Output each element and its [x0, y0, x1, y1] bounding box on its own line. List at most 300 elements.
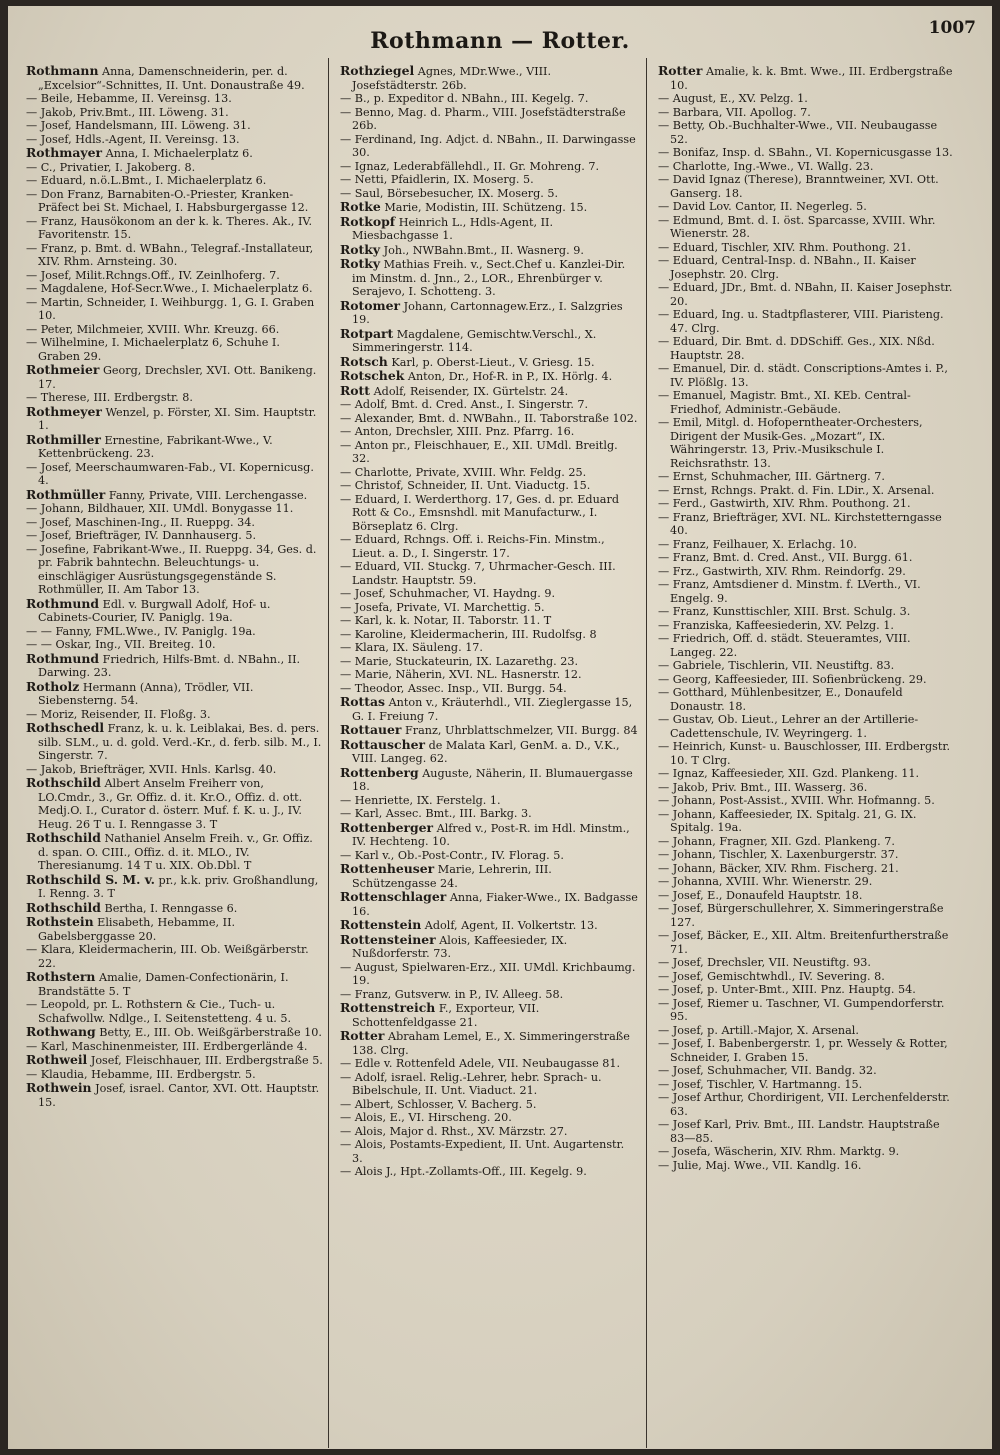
directory-entry — [658, 1078, 956, 1092]
directory-entry — [658, 160, 956, 174]
directory-entry — [658, 632, 956, 659]
entry-details: Fanny, Private, VIII. Lerchengasse. — [108, 488, 308, 502]
entry-details: — Alois, E., VI. Hirscheng. 20. — [340, 1111, 512, 1124]
directory-entry — [658, 362, 956, 389]
directory-entry — [340, 173, 638, 187]
entry-surname: Rothziegel — [340, 63, 415, 78]
entry-details: — Moriz, Reisender, II. Floßg. 3. — [26, 707, 211, 721]
entry-surname: Rotter — [340, 1028, 385, 1043]
entry-details: — — Fanny, FML.Wwe., IV. Paniglg. 19a. — [26, 624, 256, 638]
entry-details: Alfred v., Post-R. im Hdl. Minstm., IV. Hechteng. 10. — [352, 821, 630, 848]
entry-details: — Josefa, Private, VI. Marchettig. 5. — [340, 600, 545, 614]
entry-details: Amalie, k. k. Bmt. Wwe., III. Erdbergstraße 10. — [670, 65, 953, 92]
entry-details: — Eduard, Rchngs. Off. i. Reichs-Fin. Minstm., Lieut. a. D., I. Singerstr. 17. — [340, 533, 605, 560]
entry-details: Elisabeth, Hebamme, II. Gabelsberggasse 20. — [38, 916, 236, 943]
directory-entry — [26, 269, 324, 283]
directory-entry — [658, 781, 956, 795]
directory-entry — [340, 412, 638, 426]
entry-details: Abraham Lemel, E., X. Simmeringerstraße 138. Clrg. — [352, 1030, 630, 1057]
directory-entry — [26, 161, 324, 175]
entry-details: — Henriette, IX. Ferstelg. 1. — [340, 793, 501, 807]
directory-entry — [26, 488, 324, 503]
directory-entry — [26, 363, 324, 391]
directory-entry — [658, 1145, 956, 1159]
entry-surname: Rothstein — [26, 914, 94, 929]
entry-details: — Emanuel, Dir. d. städt. Conscriptions-Amtes i. P., IV. Plößlg. 13. — [658, 362, 948, 389]
directory-entry — [340, 133, 638, 160]
entry-details: — Ernst, Schuhmacher, III. Gärtnerg. 7. — [658, 470, 885, 483]
entry-details: Marie, Lehrerin, III. Schützengasse 24. — [352, 863, 552, 890]
directory-entry — [658, 767, 956, 781]
entry-details: — Josef, Hdls.-Agent, II. Vereinsg. 13. — [26, 132, 240, 146]
directory-entry — [26, 119, 324, 133]
entry-details: Franz, Uhrblattschmelzer, VII. Burgg. 84 — [405, 724, 638, 737]
directory-entry — [658, 335, 956, 362]
entry-surname: Rothmayer — [26, 145, 103, 160]
entry-details: — Josef, Bürgerschullehrer, X. Simmeringerstraße 127. — [658, 902, 944, 929]
entry-details: — Leopold, pr. L. Rothstern & Cie., Tuch- u. Schafwollw. Ndlge., I. Seitenstetteng. 4 u. 5. — [26, 998, 292, 1025]
directory-entry — [340, 628, 638, 642]
entry-details: — Josef, Milit.Rchngs.Off., IV. Zeinlhoferg. 7. — [26, 268, 280, 282]
entry-details: Georg, Drechsler, XVI. Ott. Banikeng. 17. — [38, 364, 317, 391]
directory-entry — [26, 915, 324, 943]
directory-entry — [658, 497, 956, 511]
directory-entry — [340, 200, 638, 215]
entry-details: — Josef, Briefträger, IV. Dannhauserg. 5. — [26, 529, 257, 542]
column-rule — [328, 58, 329, 1448]
directory-entry — [658, 254, 956, 281]
entry-details: — Johann, Tischler, X. Laxenburgerstr. 37. — [658, 848, 899, 861]
directory-entry — [340, 601, 638, 615]
entry-details: — Marie, Näherin, XVI. NL. Hasnerstr. 12. — [340, 668, 582, 681]
entry-details: — Alois J., Hpt.-Zollamts-Off., III. Kegelg. 9. — [340, 1165, 587, 1178]
entry-details: — Therese, III. Erdbergstr. 8. — [26, 391, 193, 404]
entry-details: — Alois, Major d. Rhst., XV. Märzstr. 27. — [340, 1124, 568, 1138]
entry-details: — Josef, E., Donaufeld Hauptstr. 18. — [658, 888, 863, 902]
directory-entry — [340, 92, 638, 106]
directory-entry — [26, 146, 324, 161]
directory-entry — [26, 652, 324, 680]
entry-details: Mathias Freih. v., Sect.Chef u. Kanzlei-Dir. im Minstm. d. Jnn., 2., LOR., Ehrenbürger v. Serajevo, I. Schotteng. 3. — [352, 258, 626, 298]
entry-details: — Johann, Kaffeesieder, IX. Spitalg. 21, G. IX. Spitalg. 19a. — [658, 807, 917, 834]
directory-entry — [658, 119, 956, 146]
directory-entry — [26, 831, 324, 873]
entry-details: — Josef, Bäcker, E., XII. Altm. Breitenfurtherstraße 71. — [658, 929, 949, 956]
entry-details: — Josef, p. Unter-Bmt., XIII. Pnz. Hauptg. 54. — [658, 983, 916, 996]
entry-details: Alois, Kaffeesieder, IX. Nußdorferstr. 73. — [352, 933, 568, 960]
entry-surname: Rott — [340, 382, 371, 398]
directory-entry — [26, 543, 324, 597]
entry-details: Anton, Dr., Hof-R. in P., IX. Hörlg. 4. — [407, 370, 613, 383]
page-number: 1007 — [928, 18, 976, 38]
entry-surname: Rotsch — [340, 353, 388, 369]
entry-details: — Franz, Hausökonom an der k. k. Theres. Ak., IV. Favoritenstr. 15. — [26, 214, 313, 241]
entry-details: pr., k.k. priv. Großhandlung, I. Renng. 3. T — [38, 873, 319, 900]
entry-details: — Karl, Assec. Bmt., III. Barkg. 3. — [340, 807, 532, 820]
directory-entry — [340, 1001, 638, 1029]
entry-details: — Franz, p. Bmt. d. WBahn., Telegraf.-Installateur, XIV. Rhm. Arnsteing. 30. — [26, 241, 314, 268]
directory-entry — [340, 327, 638, 355]
directory-entry — [340, 961, 638, 988]
entry-details: — Klaudia, Hebamme, III. Erdbergstr. 5. — [26, 1067, 256, 1081]
entry-surname: Rottauscher — [340, 736, 425, 752]
directory-entry — [658, 794, 956, 808]
entry-details: — Bonifaz, Insp. d. SBahn., VI. Kopernicusgasse 13. — [658, 146, 953, 159]
directory-entry — [340, 560, 638, 587]
entry-details: — Josefine, Fabrikant-Wwe., II. Rueppg. 34, Ges. d. pr. Fabrik bahntechn. Beleuchtungs- u. einschlägiger Ausrüstungsgegenstände S. Rothmüller, II. Am Tabor 13. — [26, 542, 317, 596]
directory-entry — [658, 416, 956, 470]
directory-entry — [658, 889, 956, 903]
entry-surname: Rothschild — [26, 830, 101, 845]
entry-surname: Rotholz — [26, 678, 80, 694]
entry-details: — Edmund, Bmt. d. I. öst. Sparcasse, XVIII. Whr. Wienerstr. 28. — [658, 213, 936, 240]
entry-details: — Ignaz, Lederabfällehdl., II. Gr. Mohreng. 7. — [340, 159, 600, 173]
entry-surname: Rottenberger — [340, 819, 434, 835]
directory-entry — [26, 1053, 324, 1068]
directory-entry — [340, 187, 638, 201]
directory-entry — [340, 723, 638, 738]
directory-entry — [26, 461, 324, 488]
directory-entry — [26, 1081, 324, 1109]
entry-details: — Josef, Schuhmacher, VII. Bandg. 32. — [658, 1064, 877, 1077]
entry-details: Adolf, Reisender, IX. Gürtelstr. 24. — [373, 384, 569, 398]
entry-details: — Eduard, Dir. Bmt. d. DDSchiff. Ges., XIX. Nßd. Hauptstr. 28. — [658, 335, 935, 362]
entry-details: — Josef, Gemischtwhdl., IV. Severing. 8. — [658, 969, 885, 983]
entry-details: — Saul, Börsebesucher, IX. Moserg. 5. — [340, 186, 559, 200]
entry-details: Nathaniel Anselm Freih. v., Gr. Offiz. d. span. O. CIII., Offiz. d. it. MLO., IV. Theresianumg. 14 T u. XIX. Ob.Dbl. T — [38, 832, 313, 872]
directory-entry — [658, 200, 956, 214]
directory-entry — [658, 619, 956, 633]
directory-entry — [340, 369, 638, 384]
entry-details: — Klara, IX. Säuleng. 17. — [340, 641, 483, 654]
entry-details: — Johanna, XVIII. Whr. Wienerstr. 29. — [658, 875, 873, 888]
entry-surname: Rothwein — [26, 1080, 92, 1095]
directory-entry — [658, 1118, 956, 1145]
entry-details: — David Ignaz (Therese), Branntweiner, XVI. Ott. Ganserg. 18. — [658, 173, 939, 200]
entry-details: — Edle v. Rottenfeld Adele, VII. Neubaugasse 81. — [340, 1057, 621, 1070]
entry-details: Josef, Fleischhauer, III. Erdbergstraße 5. — [90, 1054, 323, 1067]
entry-details: — Franz, Feilhauer, X. Erlachg. 10. — [658, 537, 857, 551]
directory-entry — [340, 1125, 638, 1139]
entry-details: — Anton, Drechsler, XIII. Pnz. Pfarrg. 16. — [340, 425, 575, 438]
directory-entry — [658, 1091, 956, 1118]
entry-details: Albert Anselm Freiherr von, LO.Cmdr., 3., Gr. Offiz. d. it. Kr.O., Offiz. d. ott. Medj.O. I., Curator d. österr. Muf. f. K. u. J., IV. Heug. 26 T u. I. Renngasse 3. T — [38, 777, 303, 831]
entry-details: — Adolf, Bmt. d. Cred. Anst., I. Singerstr. 7. — [340, 398, 589, 411]
entry-details: Betty, E., III. Ob. Weißgärberstraße 10. — [99, 1026, 322, 1039]
entry-details: — Heinrich, Kunst- u. Bauschlosser, III. Erdbergstr. 10. T Clrg. — [658, 740, 951, 767]
entry-surname: Rothwang — [26, 1024, 96, 1039]
directory-entry — [658, 605, 956, 619]
directory-entry — [26, 998, 324, 1025]
entry-details: — Ferdinand, Ing. Adjct. d. NBahn., II. Darwingasse 30. — [340, 132, 636, 159]
entry-details: — Julie, Maj. Wwe., VII. Kandlg. 16. — [658, 1158, 862, 1172]
entry-surname: Rotky — [340, 256, 381, 271]
directory-entry — [658, 484, 956, 498]
entry-details: — Gotthard, Mühlenbesitzer, E., Donaufeld Donaustr. 18. — [658, 686, 903, 713]
entry-details: Edl. v. Burgwall Adolf, Hof- u. Cabinets-Courier, IV. Paniglg. 19a. — [38, 597, 271, 624]
directory-entry — [340, 682, 638, 696]
entry-details: — Gustav, Ob. Lieut., Lehrer an der Artillerie-Cadettenschule, IV. Weyringerg. 1. — [658, 713, 919, 740]
directory-entry — [26, 405, 324, 433]
directory-entry — [26, 516, 324, 530]
entry-surname: Rottenstreich — [340, 1000, 436, 1015]
directory-entry — [340, 587, 638, 601]
entry-details: — Emil, Mitgl. d. Hofoperntheater-Orchesters, Dirigent der Musik-Ges. „Mozart“, IX. Währingerstr. 13, Priv.-Musikschule I. Reichsrathstr. 13. — [658, 416, 923, 470]
directory-entry — [340, 299, 638, 327]
directory-entry — [26, 336, 324, 363]
directory-entry — [26, 215, 324, 242]
directory-entry — [340, 641, 638, 655]
entry-details: — Alexander, Bmt. d. NWBahn., II. Taborstraße 102. — [340, 411, 638, 425]
entry-surname: Rottenberg — [340, 764, 419, 780]
entry-details: Bertha, I. Renngasse 6. — [104, 901, 238, 915]
directory-entry — [658, 241, 956, 255]
entry-details: Anna, Damenschneiderin, per. d. „Excelsior“-Schnittes, II. Unt. Donaustraße 49. — [38, 65, 305, 92]
directory-entry — [658, 214, 956, 241]
entry-details: — Karoline, Kleidermacherin, III. Rudolfsg. 8 — [340, 627, 597, 641]
entry-surname: Rothmüller — [26, 486, 106, 502]
directory-entry — [26, 1025, 324, 1040]
entry-details: — Albert, Schlosser, V. Bacherg. 5. — [340, 1097, 537, 1111]
directory-entry — [340, 655, 638, 669]
directory-entry — [658, 565, 956, 579]
entry-details: — Charlotte, Private, XVIII. Whr. Feldg. 25. — [340, 465, 587, 479]
entry-details: — Franziska, Kaffeesiederin, XV. Pelzg. 1. — [658, 618, 894, 632]
entry-details: — Eduard, VII. Stuckg. 7, Uhrmacher-Gesch. III. Landstr. Hauptstr. 59. — [340, 560, 616, 587]
entry-surname: Rothweil — [26, 1052, 88, 1067]
entry-details: Magdalene, Gemischtw.Verschl., X. Simmeringerstr. 114. — [352, 327, 597, 354]
entry-details: Johann, Cartonnagew.Erz., I. Salzgries 19. — [352, 299, 623, 326]
entry-surname: Rotter — [658, 63, 703, 78]
directory-entry — [658, 659, 956, 673]
entry-details: — Betty, Ob.-Buchhalter-Wwe., VII. Neubaugasse 52. — [658, 119, 938, 146]
directory-entry — [658, 538, 956, 552]
directory-entry — [340, 821, 638, 849]
directory-entry — [26, 625, 324, 639]
entry-details: Marie, Modistin, III. Schützeng. 15. — [384, 201, 588, 214]
directory-entry — [340, 1165, 638, 1179]
entry-details: — Josefa, Wäscherin, XIV. Rhm. Marktg. 9. — [658, 1145, 900, 1158]
directory-entry — [340, 215, 638, 243]
directory-entry — [658, 389, 956, 416]
directory-entry — [658, 64, 956, 92]
entry-details: — Josef, Tischler, V. Hartmanng. 15. — [658, 1077, 863, 1091]
directory-entry — [340, 425, 638, 439]
entry-surname: Rothschild — [26, 899, 101, 915]
directory-entry — [340, 533, 638, 560]
directory-entry — [340, 1098, 638, 1112]
entry-details: — Franz, Briefträger, XVI. NL. Kirchstetterngasse 40. — [658, 510, 942, 537]
entry-details: — Josef, Meerschaumwaren-Fab., VI. Kopernicusg. 4. — [26, 460, 314, 487]
entry-details: Hermann (Anna), Trödler, VII. Siebensterng. 54. — [38, 680, 254, 707]
entry-details: — Ferd., Gastwirth, XIV. Rhm. Pouthong. 21. — [658, 497, 911, 510]
entry-surname: Rothschild — [26, 775, 101, 790]
entry-surname: Rothmeyer — [26, 403, 102, 419]
directory-entry — [658, 173, 956, 200]
directory-entry — [658, 1037, 956, 1064]
entry-details: — Marie, Stuckateurin, IX. Lazarethg. 23. — [340, 654, 579, 668]
entry-details: Agnes, MDr.Wwe., VIII. Josefstädterstr. 26b. — [352, 65, 552, 92]
directory-entry — [26, 970, 324, 998]
directory-entry — [340, 1111, 638, 1125]
directory-entry — [658, 106, 956, 120]
entry-details: — Klara, Kleidermacherin, III. Ob. Weißgärberstr. 22. — [26, 943, 309, 970]
entry-details: — Karl, Maschinenmeister, III. Erdbergerlände 4. — [26, 1039, 308, 1053]
entry-details: Anna, Fiaker-Wwe., IX. Badgasse 16. — [352, 891, 638, 918]
directory-entry — [26, 597, 324, 625]
entry-details: Heinrich L., Hdls-Agent, II. Miesbachgasse 1. — [352, 215, 554, 242]
entry-details: — August, E., XV. Pelzg. 1. — [658, 92, 808, 105]
entry-surname: Rotke — [340, 199, 381, 214]
entry-details: — Eduard, JDr., Bmt. d. NBahn, II. Kaiser Josephstr. 20. — [658, 281, 953, 308]
entry-details: — Franz, Amtsdiener d. Minstm. f. LVerth., VI. Engelg. 9. — [658, 578, 921, 605]
directory-entry — [658, 983, 956, 997]
entry-details: — Franz, Bmt. d. Cred. Anst., VII. Burgg. 61. — [658, 551, 913, 564]
directory-entry — [26, 282, 324, 296]
entry-details: — Peter, Milchmeier, XVIII. Whr. Kreuzg. 66. — [26, 322, 280, 336]
directory-entry — [340, 257, 638, 299]
entry-details: — Eduard, Tischler, XIV. Rhm. Pouthong. 21. — [658, 240, 911, 254]
directory-entry — [340, 890, 638, 918]
entry-details: — Ignaz, Kaffeesieder, XII. Gzd. Plankeng. 11. — [658, 767, 920, 780]
entry-surname: Rottenheuser — [340, 861, 435, 876]
entry-details: — Benno, Mag. d. Pharm., VIII. Josefstädterstraße 26b. — [340, 105, 626, 132]
entry-details: — Eduard, I. Werderthorg. 17, Ges. d. pr. Eduard Rott & Co., Emsnshdl. mit Manufacturw., I. Börseplatz 6. Clrg. — [340, 492, 619, 533]
entry-details: — Beile, Hebamme, II. Vereinsg. 13. — [26, 92, 232, 105]
directory-entry — [658, 713, 956, 740]
directory-entry — [658, 308, 956, 335]
entry-details: — Theodor, Assec. Insp., VII. Burgg. 54. — [340, 681, 567, 695]
entry-details: Franz, k. u. k. Leiblakai, Bes. d. pers. silb. SLM., u. d. gold. Verd.-Kr., d. ferb. silb. M., I. Singerstr. 7. — [38, 722, 322, 762]
directory-entry — [26, 708, 324, 722]
directory-entry — [658, 997, 956, 1024]
entry-surname: Rottenschlager — [340, 889, 447, 904]
directory-entry — [340, 64, 638, 92]
directory-entry — [340, 466, 638, 480]
entry-details: de Malata Karl, GenM. a. D., V.K., VIII. Langeg. 62. — [352, 738, 620, 765]
entry-details: — Don Franz, Barnabiten-O.-Priester, Kranken-Präfect bei St. Michael, I. Habsburgergasse 12. — [26, 187, 309, 214]
column-rule — [646, 58, 647, 1448]
entry-details: — Adolf, israel. Relig.-Lehrer, hebr. Sprach- u. Bibelschule, II. Unt. Viaduct. 21. — [340, 1070, 602, 1097]
directory-entry — [340, 160, 638, 174]
directory-entry — [658, 92, 956, 106]
column-1 — [26, 64, 324, 1109]
directory-entry — [658, 902, 956, 929]
entry-details: — Christof, Schneider, II. Unt. Viaductg. 15. — [340, 479, 591, 492]
entry-details: Wenzel, p. Förster, XI. Sim. Hauptstr. 1. — [38, 405, 317, 432]
entry-details: — Jakob, Priv. Bmt., III. Wasserg. 36. — [658, 780, 868, 794]
directory-entry — [26, 901, 324, 916]
entry-details: — Barbara, VII. Apollog. 7. — [658, 105, 811, 119]
directory-entry — [340, 439, 638, 466]
directory-entry — [26, 323, 324, 337]
directory-entry — [26, 1068, 324, 1082]
directory-entry — [340, 355, 638, 370]
directory-entry — [658, 875, 956, 889]
entry-details: Adolf, Agent, II. Volkertstr. 13. — [424, 919, 598, 932]
directory-entry — [340, 1138, 638, 1165]
entry-details: — Gabriele, Tischlerin, VII. Neustiftg. 83. — [658, 659, 895, 672]
entry-details: — Johann, Post-Assist., XVIII. Whr. Hofmanng. 5. — [658, 794, 935, 807]
directory-entry — [658, 511, 956, 538]
entry-details: — Netti, Pfaidlerin, IX. Moserg. 5. — [340, 173, 534, 186]
directory-entry — [340, 243, 638, 258]
entry-details: — Josef, Handelsmann, III. Löweng. 31. — [26, 119, 251, 132]
directory-entry — [26, 133, 324, 147]
directory-entry — [340, 1071, 638, 1098]
column-2 — [340, 64, 638, 1179]
entry-details: Joh., NWBahn.Bmt., II. Wasnerg. 9. — [383, 243, 584, 257]
entry-details: — Franz, Gutsverw. in P., IV. Alleeg. 58. — [340, 987, 564, 1001]
entry-details: Friedrich, Hilfs-Bmt. d. NBahn., II. Darwing. 23. — [38, 652, 301, 679]
directory-entry — [26, 1040, 324, 1054]
entry-details: — Josef, Drechsler, VII. Neustiftg. 93. — [658, 956, 871, 969]
entry-details: — Eduard, Ing. u. Stadtpflasterer, VIII. Piaristeng. 47. Clrg. — [658, 308, 944, 335]
directory-entry — [340, 1057, 638, 1071]
directory-entry — [658, 1159, 956, 1173]
directory-entry — [658, 686, 956, 713]
directory-entry — [658, 578, 956, 605]
directory-entry — [26, 873, 324, 901]
directory-entry — [340, 738, 638, 766]
entry-surname: Rothschild S. M. v. — [26, 871, 155, 887]
directory-entry — [26, 64, 324, 92]
directory-entry — [26, 943, 324, 970]
entry-details: Amalie, Damen-Confectionärin, I. Brandstätte 5. T — [38, 971, 289, 998]
entry-surname: Rothschedl — [26, 720, 105, 735]
entry-details: — Eduard, n.ö.L.Bmt., I. Michaelerplatz 6. — [26, 174, 267, 187]
entry-details: Karl, p. Oberst-Lieut., V. Griesg. 15. — [391, 355, 595, 369]
entry-details: — Johann, Bäcker, XIV. Rhm. Fischerg. 21. — [658, 861, 899, 875]
directory-entry — [26, 188, 324, 215]
entry-details: — Josef, Schuhmacher, VI. Haydng. 9. — [340, 587, 555, 600]
directory-entry — [658, 740, 956, 767]
directory-entry — [26, 638, 324, 652]
entry-details: — August, Spielwaren-Erz., XII. UMdl. Krichbaumg. 19. — [340, 960, 636, 987]
directory-entry — [340, 918, 638, 933]
entry-surname: Rottas — [340, 694, 386, 709]
entry-details: — Karl, k. k. Notar, II. Taborstr. 11. T — [340, 614, 552, 627]
entry-details: — Eduard, Central-Insp. d. NBahn., II. Kaiser Josephstr. 20. Clrg. — [658, 254, 916, 281]
directory-entry — [658, 808, 956, 835]
directory-entry — [340, 493, 638, 534]
entry-details: Josef, israel. Cantor, XVI. Ott. Hauptstr. 15. — [38, 1082, 320, 1109]
column-3 — [658, 64, 956, 1172]
entry-surname: Rottauer — [340, 722, 402, 737]
entry-details: — Josef, I. Babenbergerstr. 1, pr. Wessely & Rotter, Schneider, I. Graben 15. — [658, 1037, 948, 1064]
entry-details: Anna, I. Michaelerplatz 6. — [105, 147, 253, 160]
directory-entry — [658, 551, 956, 565]
entry-details: — Josef, Maschinen-Ing., II. Rueppg. 34. — [26, 515, 255, 529]
directory-entry — [658, 956, 956, 970]
entry-surname: Rothmund — [26, 650, 100, 666]
entry-details: — Josef Arthur, Chordirigent, VII. Lerchenfelderstr. 63. — [658, 1091, 950, 1118]
entry-details: — Frz., Gastwirth, XIV. Rhm. Reindorfg. 29. — [658, 564, 906, 578]
entry-surname: Rotky — [340, 241, 381, 257]
entry-surname: Rothmund — [26, 595, 100, 611]
entry-details: — Charlotte, Ing.-Wwe., VI. Wallg. 23. — [658, 159, 874, 173]
entry-details: — Ernst, Rchngs. Prakt. d. Fin. LDir., X. Arsenal. — [658, 483, 935, 497]
entry-details: Anton v., Kräuterhdl., VII. Zieglergasse 15, G. I. Freiung 7. — [352, 696, 633, 723]
entry-surname: Rothmeier — [26, 362, 100, 377]
directory-entry — [340, 1029, 638, 1057]
entry-surname: Rothstern — [26, 969, 96, 984]
entry-surname: Rothmann — [26, 63, 99, 78]
entry-details: — Magdalene, Hof-Secr.Wwe., I. Michaelerplatz 6. — [26, 282, 313, 295]
entry-details: — Georg, Kaffeesieder, III. Sofienbrückeng. 29. — [658, 672, 927, 686]
directory-entry — [340, 614, 638, 628]
entry-surname: Rotschek — [340, 368, 405, 383]
